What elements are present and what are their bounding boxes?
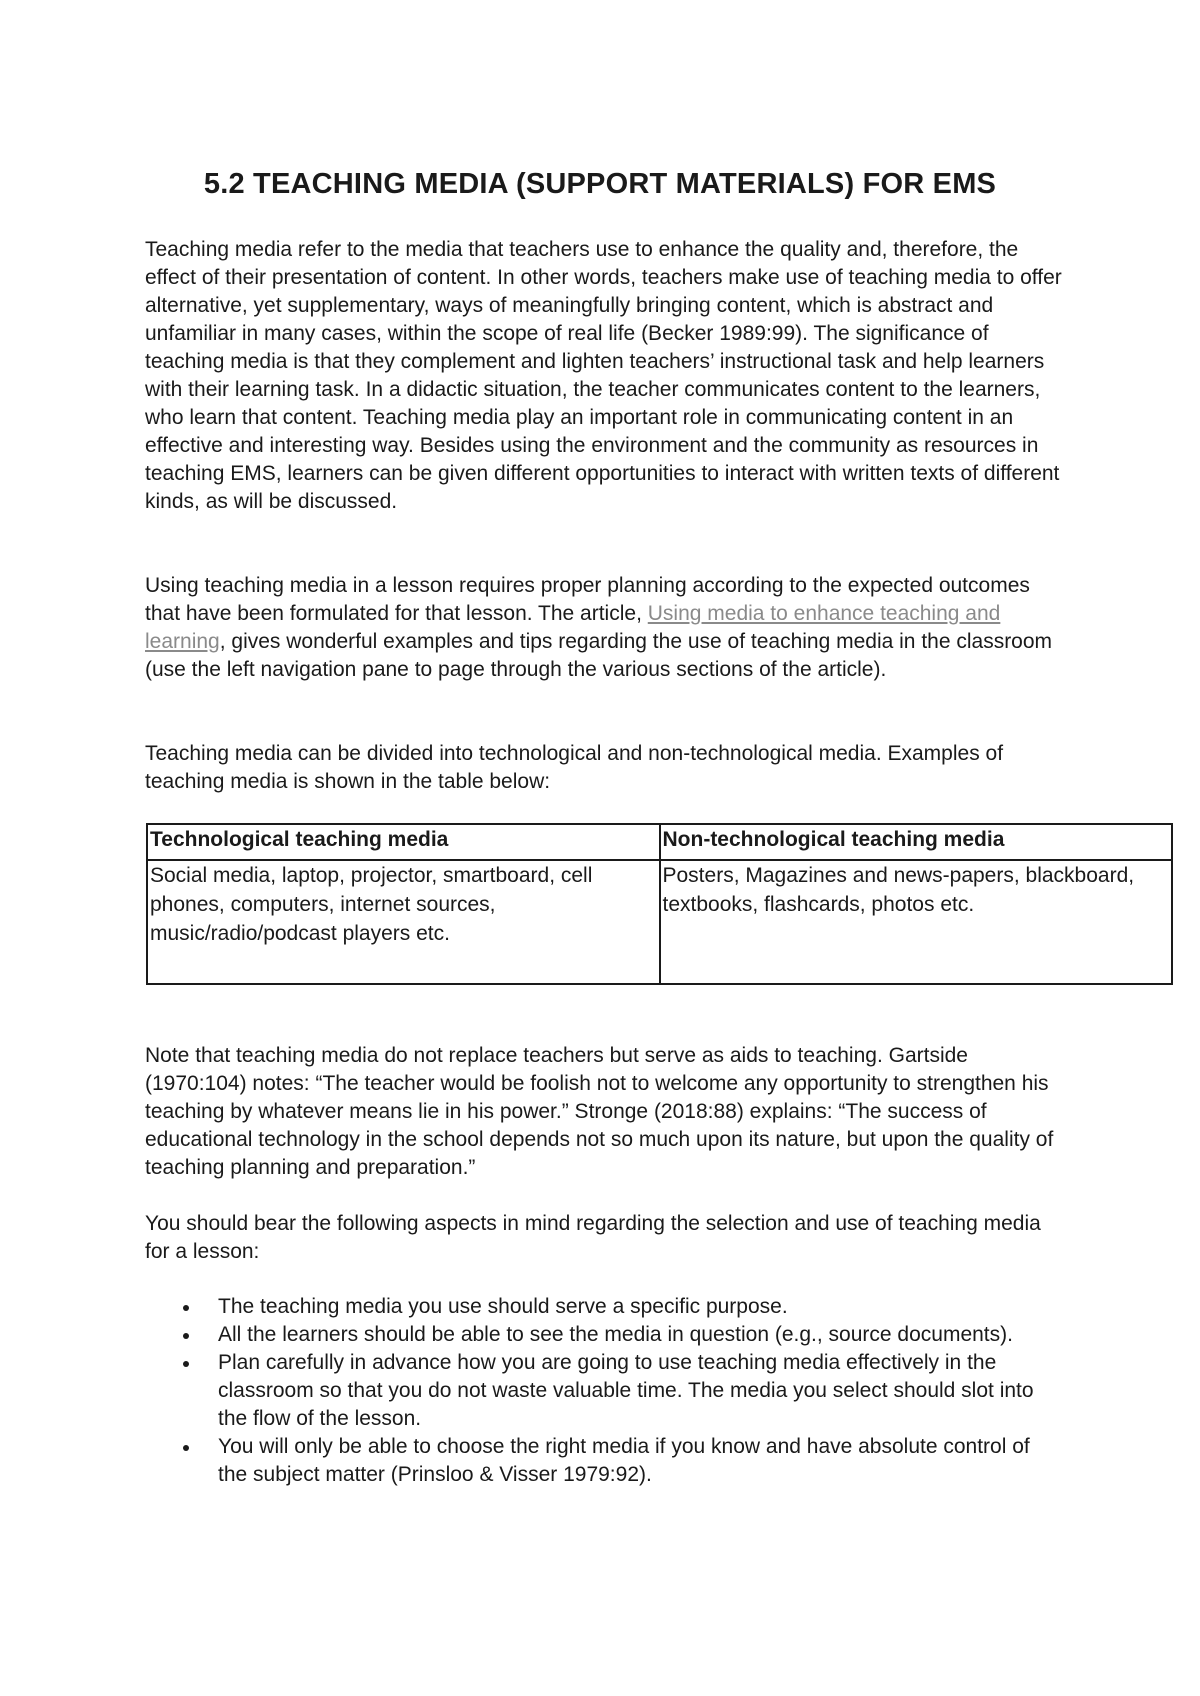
table-header-technological: Technological teaching media (147, 824, 660, 860)
list-item (145, 1433, 1045, 1489)
paragraph-intro: Teaching media refer to the media that teachers use to enhance the quality and, therefore, the effect of their presentation of content. In other words, teachers make use of teaching media to offer alternative, yet supplementary, ways of meaningfully bringing content, which is abstract and unfamiliar in many cases, within the scope of real life (Becker 1989:99). The significance of teaching media is that they complement and lighten teachers’ instructional task and help learners with their learning task. In a didactic situation, the teacher communicates content to the learners, who learn that content. Teaching media play an important role in communicating content in an effective and interesting way. Besides using the environment and the community as resources in teaching EMS, learners can be given different opportunities to interact with written texts of different kinds, as will be discussed. (145, 238, 1062, 513)
list-item (145, 1293, 1045, 1321)
teaching-media-table (146, 823, 1173, 985)
table-row (147, 860, 1172, 984)
table-header-row (147, 824, 1172, 860)
paragraph-planning (145, 572, 1065, 684)
bullet-icon (183, 1305, 189, 1311)
list-item (145, 1321, 1045, 1349)
paragraph-media-types: Teaching media can be divided into technological and non-technological media. Examples of teaching media is shown in the table below: (145, 742, 1004, 793)
bullet-icon (183, 1445, 189, 1451)
article-link[interactable]: Using media to enhance teaching and learning (145, 602, 1001, 653)
list-item-text: All the learners should be able to see the media in question (e.g., source documents). (218, 1323, 1013, 1346)
table-cell-technological: Social media, laptop, projector, smartboard, cell phones, computers, internet sources, music/radio/podcast players etc. (147, 860, 660, 984)
aspects-list (145, 1293, 1045, 1489)
paragraph-planning-text-before: Using teaching media in a lesson requires proper planning according to the expected outcomes that have been formulated for that lesson. The article, (145, 574, 1030, 625)
paragraph-planning-text-after: , gives wonderful examples and tips regarding the use of teaching media in the classroom (use the left navigation pane to page through the various sections of the article). (145, 630, 1053, 681)
page-title: 5.2 TEACHING MEDIA (SUPPORT MATERIALS) FOR EMS (203, 168, 997, 200)
table-cell-non-technological: Posters, Magazines and news-papers, blackboard, textbooks, flashcards, photos etc. (660, 860, 1173, 984)
table-header-non-technological: Non-technological teaching media (660, 824, 1173, 860)
list-item-text: You will only be able to choose the right media if you know and have absolute control of the subject matter (Prinsloo & Visser 1979:92). (218, 1435, 1030, 1486)
paragraph-note: Note that teaching media do not replace teachers but serve as aids to teaching. Gartside (1970:104) notes: “The teacher would be foolish not to welcome any opportunity to strengthen his teaching by whatever means lie in his power.” Stronge (2018:88) explains: “The success of educational technology in the school depends not so much upon its nature, but upon the quality of teaching planning and preparation.” (145, 1044, 1054, 1179)
bullet-icon (183, 1333, 189, 1339)
bullet-icon (183, 1361, 189, 1367)
list-item-text: Plan carefully in advance how you are going to use teaching media effectively in the classroom so that you do not waste valuable time. The media you select should slot into the flow of the lesson. (218, 1351, 1034, 1430)
list-item-text: The teaching media you use should serve a specific purpose. (218, 1295, 788, 1318)
paragraph-aspects-intro: You should bear the following aspects in mind regarding the selection and use of teaching media for a lesson: (145, 1212, 1041, 1263)
list-item (145, 1349, 1045, 1433)
